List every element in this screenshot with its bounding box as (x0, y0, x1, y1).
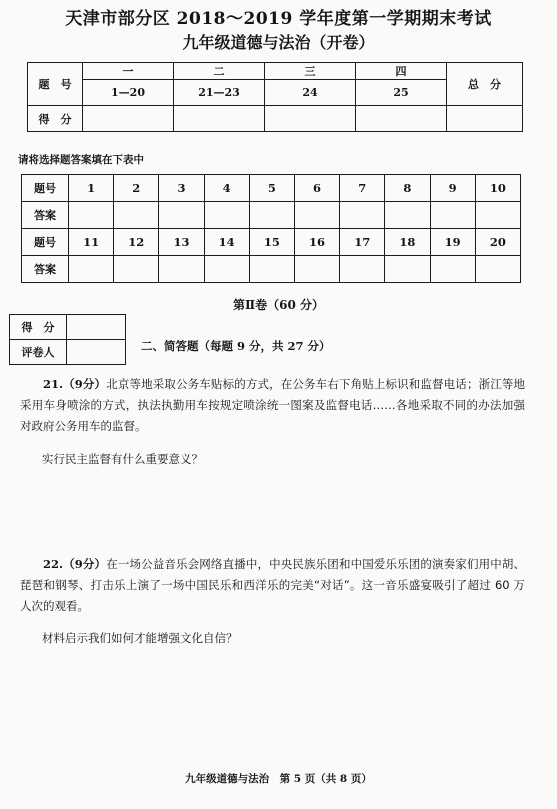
score-row-label: 得 分 (28, 106, 83, 132)
section-roman: 四 (356, 63, 447, 80)
score-row-label: 题 号 (28, 63, 83, 106)
answer-cell (204, 256, 249, 283)
answer-cell (114, 202, 159, 229)
question-number: 18 (385, 229, 430, 256)
question-number: 7 (340, 175, 385, 202)
answer-row (22, 202, 521, 229)
total-score-cell (447, 106, 523, 132)
section-range: 21—23 (174, 80, 265, 106)
exam-subtitle: 九年级道德与法治（开卷） (182, 33, 375, 52)
score-cell (174, 106, 265, 132)
answer-cell (475, 202, 520, 229)
question-label: 题号 (22, 175, 69, 202)
total-label: 总 分 (447, 63, 523, 106)
part2-title: 第Ⅱ卷（60 分） (233, 298, 324, 312)
answer-cell (249, 202, 294, 229)
question-number: 1 (69, 175, 114, 202)
answer-cell (294, 202, 339, 229)
answer-cell (340, 202, 385, 229)
section-roman: 一 (83, 63, 174, 80)
answer-note: 请将选择题答案填在下表中 (18, 154, 144, 166)
question-number: 21.（9分） (43, 377, 107, 391)
grader-box (9, 314, 126, 365)
question-number: 12 (114, 229, 159, 256)
grader-score-cell (67, 315, 126, 340)
question-21 (20, 374, 525, 437)
answer-row (22, 256, 521, 283)
answer-cell (294, 256, 339, 283)
exam-title: 天津市部分区 2018～2019 学年度第一学期期末考试 (65, 9, 492, 29)
answer-cell (159, 202, 204, 229)
answer-cell (385, 202, 430, 229)
answer-cell (430, 256, 475, 283)
section-heading: 二、简答题（每题 9 分，共 27 分） (141, 339, 331, 353)
question-number: 6 (294, 175, 339, 202)
score-cell (265, 106, 356, 132)
question-number: 11 (69, 229, 114, 256)
question-number: 4 (204, 175, 249, 202)
score-table (27, 62, 523, 132)
question-number: 5 (249, 175, 294, 202)
question-number: 17 (340, 229, 385, 256)
question-number-row (22, 175, 521, 202)
answer-cell (340, 256, 385, 283)
question-number: 20 (475, 229, 520, 256)
question-number: 9 (430, 175, 475, 202)
question-number: 10 (475, 175, 520, 202)
answer-cell (69, 202, 114, 229)
question-label: 题号 (22, 229, 69, 256)
question-number: 15 (249, 229, 294, 256)
question-number: 2 (114, 175, 159, 202)
question-number: 14 (204, 229, 249, 256)
answer-cell (475, 256, 520, 283)
answer-label: 答案 (22, 202, 69, 229)
grader-score-label: 得 分 (10, 315, 67, 340)
section-range: 24 (265, 80, 356, 106)
question-number: 19 (430, 229, 475, 256)
answer-cell (69, 256, 114, 283)
answer-cell (114, 256, 159, 283)
section-range: 1—20 (83, 80, 174, 106)
question-number: 3 (159, 175, 204, 202)
section-roman: 二 (174, 63, 265, 80)
answer-table (21, 174, 521, 283)
answer-cell (159, 256, 204, 283)
answer-label: 答案 (22, 256, 69, 283)
answer-cell (204, 202, 249, 229)
question-22 (20, 554, 525, 617)
score-cell (83, 106, 174, 132)
question-number: 22.（9分） (43, 557, 107, 571)
question-prompt: 实行民主监督有什么重要意义？ (42, 452, 203, 466)
answer-cell (249, 256, 294, 283)
section-range: 25 (356, 80, 447, 106)
grader-label: 评卷人 (10, 340, 67, 365)
answer-cell (430, 202, 475, 229)
question-text: 北京等地采取公务车贴标的方式，在公务车右下角贴上标识和监督电话；浙江等地采用车身喷涂的方式，执法执勤用车按规定喷涂统一图案及监督电话……各地采取不同的办法加强对政府公务用车的监督。 (20, 377, 525, 433)
question-number: 16 (294, 229, 339, 256)
question-prompt: 材料启示我们如何才能增强文化自信？ (42, 631, 238, 645)
grader-cell (67, 340, 126, 365)
question-number: 13 (159, 229, 204, 256)
question-text: 在一场公益音乐会网络直播中，中央民族乐团和中国爱乐乐团的演奏家们用中胡、琵琶和钢琴、打击乐上演了一场中国民乐和西洋乐的完美“对话”。这一音乐盛宴吸引了超过 60 万人次的观看。 (20, 557, 525, 613)
section-roman: 三 (265, 63, 356, 80)
page-footer: 九年级道德与法治 第 5 页（共 8 页） (185, 773, 372, 785)
question-number-row (22, 229, 521, 256)
score-cell (356, 106, 447, 132)
question-number: 8 (385, 175, 430, 202)
answer-cell (385, 256, 430, 283)
